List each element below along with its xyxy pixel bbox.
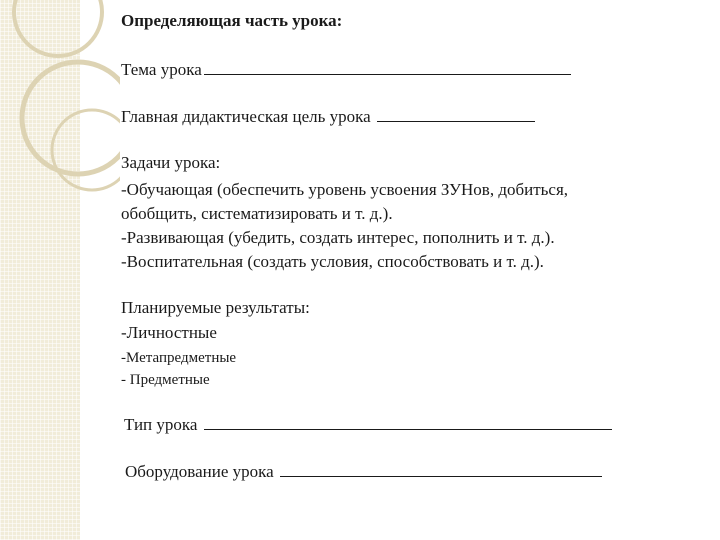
lesson-type-blank	[204, 415, 612, 430]
results-heading: Планируемые результаты:	[121, 298, 310, 317]
lesson-type-label: Тип урока	[124, 415, 198, 434]
result-subject: - Предметные	[121, 372, 210, 388]
task-teaching-line2: обобщить, систематизировать и т. д.).	[121, 204, 393, 223]
task-teaching-line1: -Обучающая (обеспечить уровень усвоения ЗУНов, добиться,	[121, 180, 569, 199]
task-educational: -Воспитательная (создать условия, способствовать и т. д.).	[121, 252, 544, 271]
result-personal: -Личностные	[121, 323, 217, 342]
goal-blank	[377, 107, 535, 122]
lesson-type-row	[124, 415, 612, 435]
equipment-blank	[280, 462, 602, 477]
topic-label: Тема урока	[121, 60, 202, 79]
topic-row	[121, 60, 571, 80]
equipment-label: Оборудование урока	[125, 462, 274, 481]
task-developing: -Развивающая (убедить, создать интерес, пополнить и т. д.).	[121, 228, 555, 247]
topic-blank	[204, 60, 571, 75]
result-metasubject: -Метапредметные	[121, 350, 237, 366]
tasks-heading: Задачи урока:	[121, 153, 221, 172]
slide-title: Определяющая часть урока:	[121, 11, 343, 30]
goal-label: Главная дидактическая цель урока	[121, 107, 371, 126]
goal-row	[121, 107, 535, 127]
equipment-row	[125, 462, 602, 482]
